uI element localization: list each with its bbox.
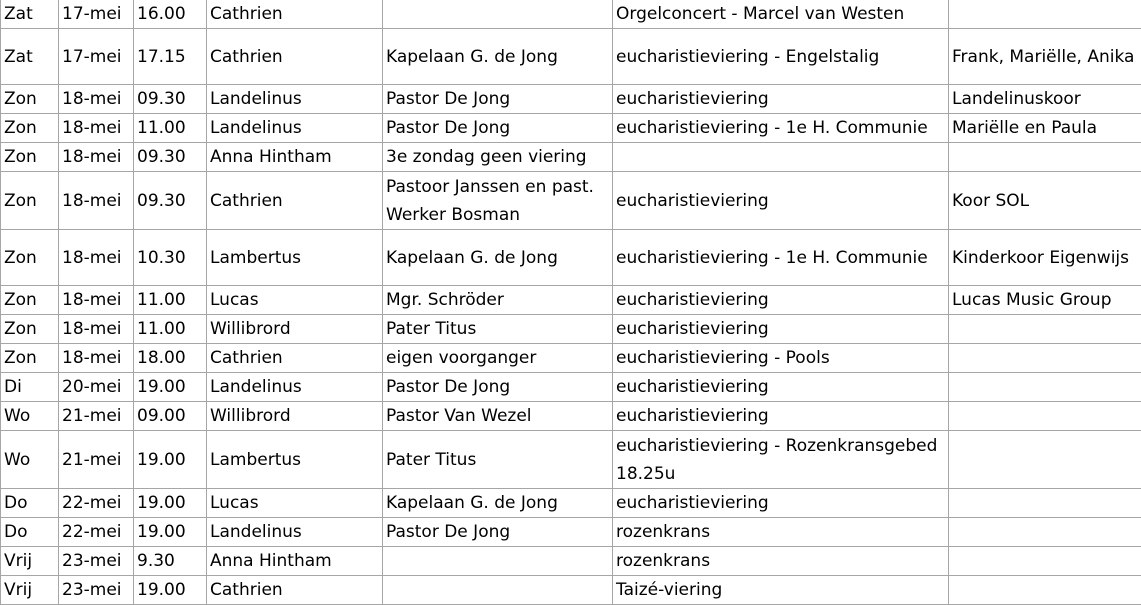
- table-row: [1, 547, 1141, 576]
- cell-service: eucharistieviering - Engelstalig: [613, 29, 949, 85]
- cell-time: 16.00: [134, 0, 207, 29]
- cell-time: 19.00: [134, 518, 207, 547]
- cell-date: 23-mei: [59, 576, 134, 605]
- cell-church: Lambertus: [207, 431, 383, 489]
- cell-service: Taizé-viering: [613, 576, 949, 605]
- cell-leader: Pastoor Janssen en past. Werker Bosman: [383, 172, 613, 230]
- table-row: [1, 518, 1141, 547]
- cell-day: Zon: [1, 172, 59, 230]
- table-row: [1, 576, 1141, 605]
- cell-day: Zon: [1, 143, 59, 172]
- cell-church: Cathrien: [207, 0, 383, 29]
- cell-leader: Pastor De Jong: [383, 85, 613, 114]
- cell-date: 17-mei: [59, 0, 134, 29]
- cell-day: Vrij: [1, 547, 59, 576]
- cell-service: eucharistieviering: [613, 286, 949, 315]
- cell-music: Koor SOL: [949, 172, 1141, 230]
- cell-day: Wo: [1, 402, 59, 431]
- cell-time: 10.30: [134, 230, 207, 286]
- cell-service: eucharistieviering - 1e H. Communie: [613, 230, 949, 286]
- cell-date: 22-mei: [59, 489, 134, 518]
- cell-service: eucharistieviering: [613, 172, 949, 230]
- cell-church: Willibrord: [207, 402, 383, 431]
- cell-time: 19.00: [134, 576, 207, 605]
- cell-day: Vrij: [1, 576, 59, 605]
- table-row: [1, 286, 1141, 315]
- cell-service: rozenkrans: [613, 547, 949, 576]
- cell-service: eucharistieviering: [613, 315, 949, 344]
- cell-date: 18-mei: [59, 143, 134, 172]
- cell-day: Zon: [1, 344, 59, 373]
- cell-time: 09.00: [134, 402, 207, 431]
- cell-date: 18-mei: [59, 230, 134, 286]
- cell-music: Frank, Mariëlle, Anika: [949, 29, 1141, 85]
- cell-date: 21-mei: [59, 431, 134, 489]
- cell-leader: Mgr. Schröder: [383, 286, 613, 315]
- cell-leader: 3e zondag geen viering: [383, 143, 613, 172]
- cell-church: Cathrien: [207, 29, 383, 85]
- table-row: [1, 431, 1141, 489]
- table-row: [1, 85, 1141, 114]
- cell-church: Landelinus: [207, 518, 383, 547]
- cell-service: eucharistieviering: [613, 85, 949, 114]
- cell-date: 18-mei: [59, 286, 134, 315]
- cell-service: eucharistieviering - Pools: [613, 344, 949, 373]
- cell-church: Anna Hintham: [207, 143, 383, 172]
- cell-day: Zon: [1, 286, 59, 315]
- cell-music: [949, 0, 1141, 29]
- cell-date: 22-mei: [59, 518, 134, 547]
- table-row: [1, 489, 1141, 518]
- cell-time: 09.30: [134, 85, 207, 114]
- cell-service: eucharistieviering: [613, 373, 949, 402]
- cell-date: 21-mei: [59, 402, 134, 431]
- table-row: [1, 373, 1141, 402]
- cell-time: 11.00: [134, 114, 207, 143]
- cell-church: Willibrord: [207, 315, 383, 344]
- cell-music: [949, 489, 1141, 518]
- table-row: [1, 0, 1141, 29]
- cell-day: Zat: [1, 29, 59, 85]
- cell-leader: Kapelaan G. de Jong: [383, 29, 613, 85]
- cell-time: 11.00: [134, 286, 207, 315]
- cell-day: Zon: [1, 85, 59, 114]
- cell-church: Landelinus: [207, 373, 383, 402]
- cell-leader: Pastor Van Wezel: [383, 402, 613, 431]
- cell-music: [949, 373, 1141, 402]
- cell-church: Lucas: [207, 286, 383, 315]
- cell-date: 18-mei: [59, 172, 134, 230]
- cell-day: Do: [1, 489, 59, 518]
- cell-leader: Kapelaan G. de Jong: [383, 489, 613, 518]
- cell-time: 09.30: [134, 143, 207, 172]
- table-row: [1, 114, 1141, 143]
- table-row: [1, 402, 1141, 431]
- cell-service: eucharistieviering: [613, 489, 949, 518]
- cell-time: 17.15: [134, 29, 207, 85]
- table-row: [1, 344, 1141, 373]
- cell-church: Landelinus: [207, 85, 383, 114]
- cell-day: Zon: [1, 230, 59, 286]
- cell-date: 18-mei: [59, 315, 134, 344]
- cell-leader: Pastor De Jong: [383, 114, 613, 143]
- cell-time: 9.30: [134, 547, 207, 576]
- cell-church: Lambertus: [207, 230, 383, 286]
- cell-date: 18-mei: [59, 114, 134, 143]
- cell-date: 18-mei: [59, 85, 134, 114]
- cell-leader: Pastor De Jong: [383, 518, 613, 547]
- cell-time: 19.00: [134, 373, 207, 402]
- cell-time: 19.00: [134, 431, 207, 489]
- cell-leader: Pater Titus: [383, 431, 613, 489]
- cell-day: Zon: [1, 114, 59, 143]
- cell-time: 11.00: [134, 315, 207, 344]
- cell-music: [949, 402, 1141, 431]
- cell-service: eucharistieviering - Rozenkransgebed 18.25u: [613, 431, 949, 489]
- table-row: [1, 29, 1141, 85]
- cell-music: [949, 344, 1141, 373]
- cell-leader: Kapelaan G. de Jong: [383, 230, 613, 286]
- cell-music: [949, 518, 1141, 547]
- cell-date: 18-mei: [59, 344, 134, 373]
- cell-music: Mariëlle en Paula: [949, 114, 1141, 143]
- cell-church: Cathrien: [207, 172, 383, 230]
- cell-day: Zon: [1, 315, 59, 344]
- cell-music: [949, 547, 1141, 576]
- cell-music: Landelinuskoor: [949, 85, 1141, 114]
- cell-service: eucharistieviering: [613, 402, 949, 431]
- cell-music: Kinderkoor Eigenwijs: [949, 230, 1141, 286]
- cell-service: [613, 143, 949, 172]
- table-row: [1, 315, 1141, 344]
- table-row: [1, 230, 1141, 286]
- cell-day: Do: [1, 518, 59, 547]
- table-row: [1, 143, 1141, 172]
- schedule-body: [1, 0, 1141, 605]
- cell-music: Lucas Music Group: [949, 286, 1141, 315]
- cell-service: Orgelconcert - Marcel van Westen: [613, 0, 949, 29]
- cell-leader: Pater Titus: [383, 315, 613, 344]
- cell-leader: [383, 576, 613, 605]
- cell-date: 20-mei: [59, 373, 134, 402]
- cell-church: Cathrien: [207, 344, 383, 373]
- cell-day: Wo: [1, 431, 59, 489]
- cell-date: 17-mei: [59, 29, 134, 85]
- cell-music: [949, 576, 1141, 605]
- cell-church: Landelinus: [207, 114, 383, 143]
- cell-church: Lucas: [207, 489, 383, 518]
- cell-time: 18.00: [134, 344, 207, 373]
- cell-service: eucharistieviering - 1e H. Communie: [613, 114, 949, 143]
- table-row: [1, 172, 1141, 230]
- cell-church: Cathrien: [207, 576, 383, 605]
- cell-time: 19.00: [134, 489, 207, 518]
- cell-service: rozenkrans: [613, 518, 949, 547]
- cell-music: [949, 431, 1141, 489]
- cell-leader: eigen voorganger: [383, 344, 613, 373]
- cell-day: Zat: [1, 0, 59, 29]
- cell-date: 23-mei: [59, 547, 134, 576]
- cell-leader: [383, 0, 613, 29]
- cell-leader: Pastor De Jong: [383, 373, 613, 402]
- cell-time: 09.30: [134, 172, 207, 230]
- cell-church: Anna Hintham: [207, 547, 383, 576]
- cell-music: [949, 143, 1141, 172]
- cell-day: Di: [1, 373, 59, 402]
- cell-music: [949, 315, 1141, 344]
- cell-leader: [383, 547, 613, 576]
